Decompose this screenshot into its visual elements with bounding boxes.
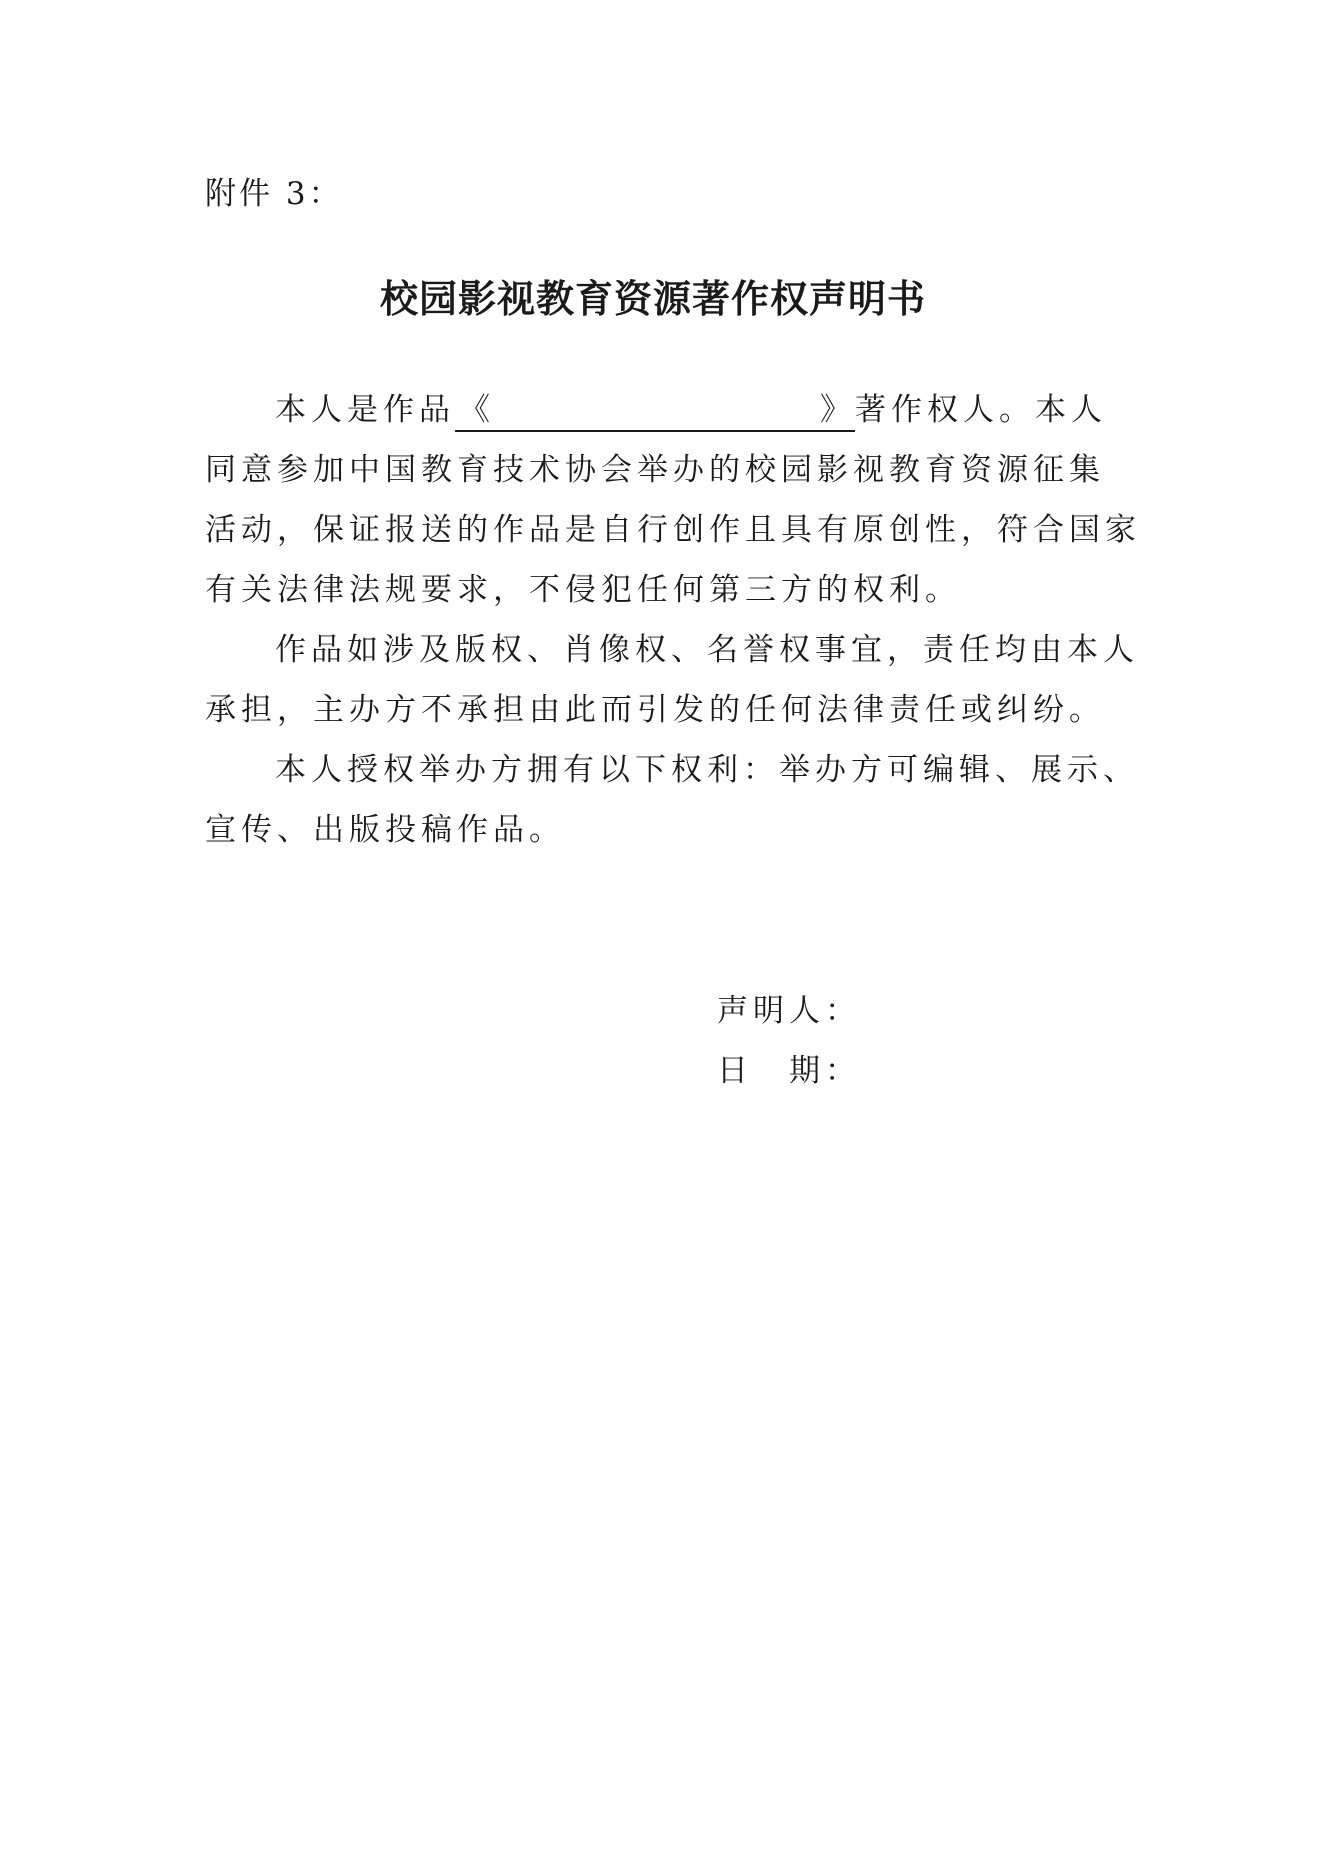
paragraph3-line1: 本人授权举办方拥有以下权利：举办方可编辑、展示、 (275, 752, 1139, 788)
paragraph2-line1: 作品如涉及版权、肖像权、名誉权事宜，责任均由本人 (275, 632, 1139, 668)
attachment-label: 附件 3： (205, 176, 343, 212)
paragraph3-line2: 宣传、出版投稿作品。 (205, 812, 565, 848)
paragraph1-suffix: 著作权人。本人 (855, 392, 1107, 428)
paragraph1-line3: 活动，保证报送的作品是自行创作且具有原创性，符合国家 (205, 512, 1141, 548)
declarant-label: 声明人： (717, 993, 861, 1029)
paragraph1-line1 (275, 390, 1107, 432)
date-row (717, 1045, 861, 1090)
work-title-blank[interactable] (455, 390, 855, 432)
declarant-row (717, 985, 861, 1030)
document-title: 校园影视教育资源著作权声明书 (380, 277, 927, 321)
paragraph1-line2: 同意参加中国教育技术协会举办的校园影视教育资源征集 (205, 452, 1105, 488)
paragraph2-line2: 承担，主办方不承担由此而引发的任何法律责任或纠纷。 (205, 692, 1105, 728)
right-quote: 》 (820, 392, 851, 428)
paragraph1-line4: 有关法律法规要求，不侵犯任何第三方的权利。 (205, 572, 961, 608)
date-label-second: 期： (789, 1053, 861, 1089)
paragraph1-prefix: 本人是作品 (275, 392, 455, 428)
left-quote: 《 (459, 392, 490, 428)
date-label-first: 日 (717, 1053, 753, 1089)
